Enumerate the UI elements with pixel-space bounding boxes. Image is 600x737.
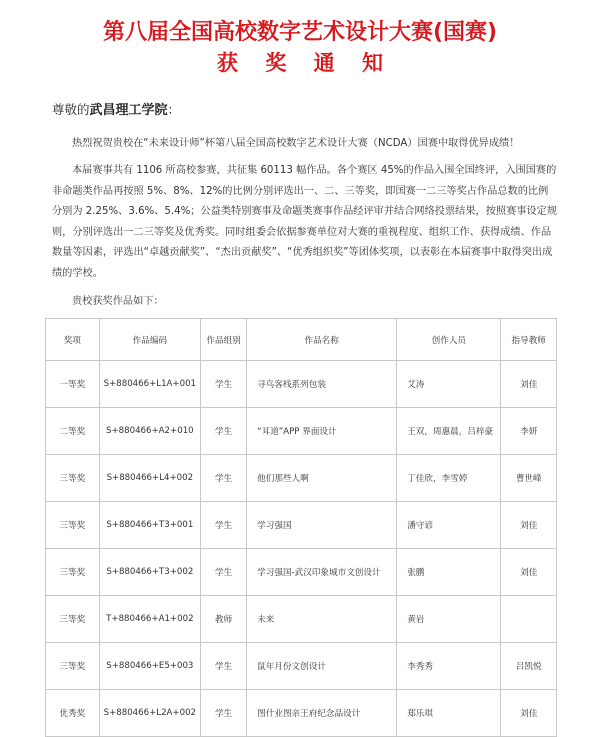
cell-advisor: 刘佳 — [501, 549, 557, 596]
cell-name: 学习强国-武汉印象城市文创设计 — [247, 549, 397, 596]
cell-advisor: 曹世峰 — [501, 455, 557, 502]
cell-rank: 三等奖 — [46, 549, 100, 596]
salutation-suffix: ： — [167, 102, 181, 117]
cell-rank: 三等奖 — [46, 502, 100, 549]
cell-advisor: 刘佳 — [501, 690, 557, 737]
header-name: 作品名称 — [247, 319, 397, 361]
cell-code: S+880466+E5+003 — [99, 643, 200, 690]
cell-rank: 三等奖 — [46, 643, 100, 690]
congratulations-paragraph: 热烈祝贺贵校在“未来设计师”杯第八届全国高校数字艺术设计大赛（NCDA）国赛中取得优异成绩！ — [72, 138, 520, 149]
salutation-prefix: 尊敬的 — [52, 102, 90, 117]
cell-advisor: 吕凯悦 — [501, 643, 557, 690]
cell-name: 未来 — [247, 596, 397, 643]
cell-advisor — [501, 596, 557, 643]
cell-group: 学生 — [201, 643, 247, 690]
cell-name: 他们那些人啊 — [247, 455, 397, 502]
cell-advisor: 李妍 — [501, 408, 557, 455]
cell-creator: 艾涛 — [397, 361, 501, 408]
cell-rank: 一等奖 — [46, 361, 100, 408]
cell-creator: 潘守谚 — [397, 502, 501, 549]
cell-code: S+880466+T3+001 — [99, 502, 200, 549]
document-subtitle: 获 奖 通 知 — [217, 51, 393, 75]
cell-group: 学生 — [201, 690, 247, 737]
salutation — [52, 99, 180, 118]
table-row — [46, 502, 557, 549]
table-header-row — [46, 319, 557, 361]
cell-creator: 李秀秀 — [397, 643, 501, 690]
cell-creator: 郑乐琪 — [397, 690, 501, 737]
table-row — [46, 596, 557, 643]
header-advisor: 指导教师 — [501, 319, 557, 361]
competition-summary-paragraph: 本届赛事共有 1106 所高校参赛，共征集 60113 幅作品。各个赛区 45%的作品入围全国终评，入围国赛的非命题类作品再按照 5%、8%、12%的比例分别评选出一、二、三等奖，即国赛一二三等奖占作品总数的比例分别为 2.25%、3.6%、5.4%；公益类特别赛事及命题类赛事作品经评审并结合网络投票结果，按照赛事设定规则，分别评选出一二三等奖及优秀奖。同时组委会依据参赛单位对大赛的重视程度、组织工作、获得成绩、作品数量等因素，评选出“卓越贡献奖”、“杰出贡献奖”、“优秀组织奖”等团体奖项，以表彰在本届赛事中取得突出成绩的学校。 — [52, 165, 558, 279]
cell-creator: 王双，周惠晨，吕梓豪 — [397, 408, 501, 455]
header-rank: 奖项 — [46, 319, 100, 361]
table-row — [46, 408, 557, 455]
cell-group: 学生 — [201, 502, 247, 549]
cell-advisor: 刘佳 — [501, 502, 557, 549]
cell-group: 学生 — [201, 361, 247, 408]
cell-name: “耳道”APP 界面设计 — [247, 408, 397, 455]
cell-creator: 丁佳欣，李雪婷 — [397, 455, 501, 502]
cell-code: S+880466+L4+002 — [99, 455, 200, 502]
cell-name: 寻鸟客栈系列包装 — [247, 361, 397, 408]
document-title: 第八届全国高校数字艺术设计大赛(国赛) — [102, 20, 498, 45]
header-code: 作品编码 — [99, 319, 200, 361]
cell-name: 鼠年月份文创设计 — [247, 643, 397, 690]
cell-code: S+880466+L1A+001 — [99, 361, 200, 408]
cell-code: S+880466+T3+002 — [99, 549, 200, 596]
cell-code: S+880466+L2A+002 — [99, 690, 200, 737]
cell-code: T+880466+A1+002 — [99, 596, 200, 643]
cell-rank: 三等奖 — [46, 455, 100, 502]
cell-rank: 二等奖 — [46, 408, 100, 455]
salutation-recipient: 武昌理工学院 — [89, 103, 168, 118]
table-row — [46, 690, 557, 737]
cell-creator: 张鹏 — [397, 549, 501, 596]
cell-group: 学生 — [201, 408, 247, 455]
table-row — [46, 455, 557, 502]
cell-creator: 黄岩 — [397, 596, 501, 643]
table-row — [46, 361, 557, 408]
cell-name: 图什业图亲王府纪念品设计 — [247, 690, 397, 737]
cell-rank: 三等奖 — [46, 596, 100, 643]
header-group: 作品组别 — [201, 319, 247, 361]
awards-table — [45, 318, 557, 737]
header-creator: 创作人员 — [397, 319, 501, 361]
cell-group: 教师 — [201, 596, 247, 643]
table-row — [46, 549, 557, 596]
table-row — [46, 643, 557, 690]
cell-advisor: 刘佳 — [501, 361, 557, 408]
cell-code: S+880466+A2+010 — [99, 408, 200, 455]
cell-group: 学生 — [201, 549, 247, 596]
awards-intro-paragraph: 贵校获奖作品如下： — [72, 296, 164, 307]
cell-rank: 优秀奖 — [46, 690, 100, 737]
cell-name: 学习强国 — [247, 502, 397, 549]
cell-group: 学生 — [201, 455, 247, 502]
